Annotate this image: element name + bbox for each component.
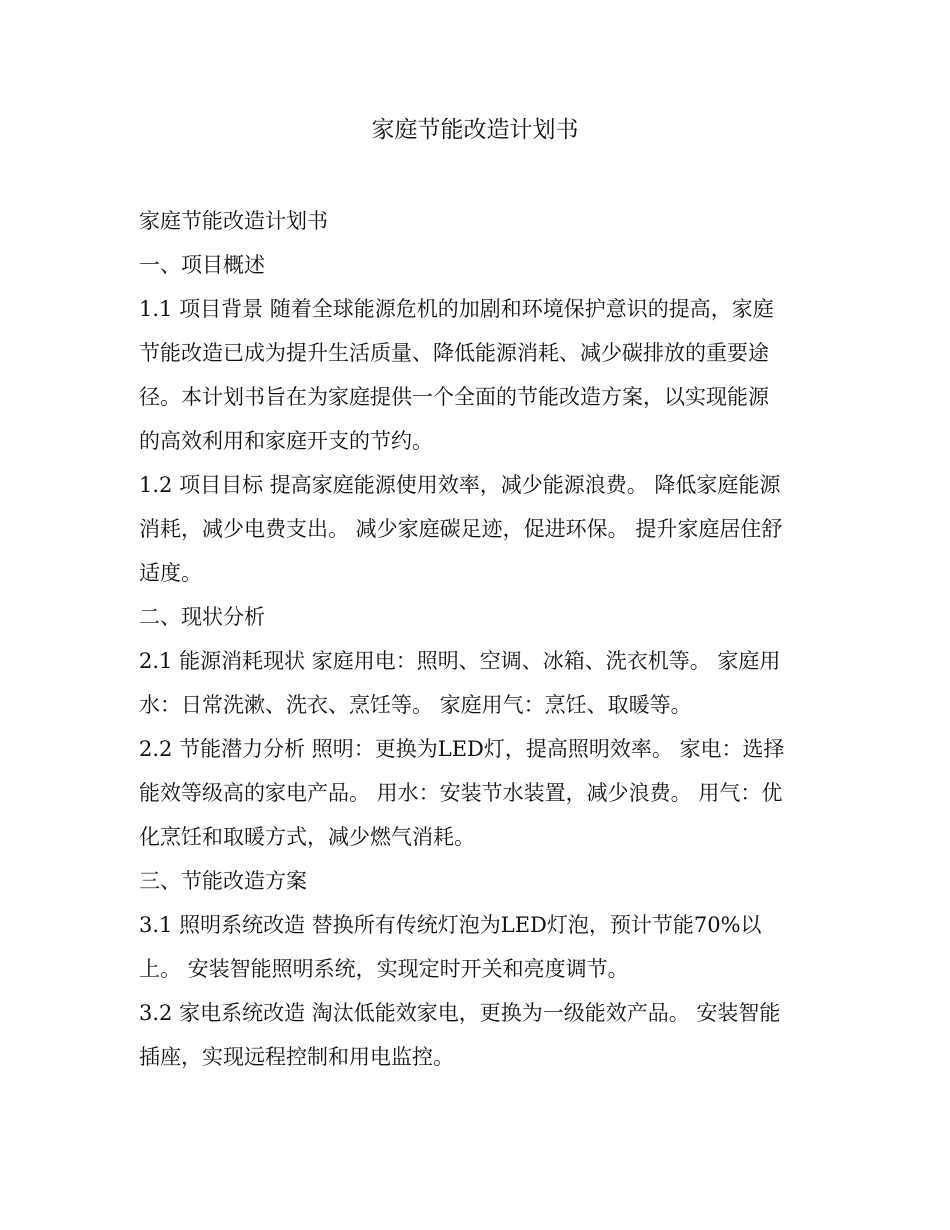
text-line: 节能改造已成为提升生活质量、降低能源消耗、减少碳排放的重要途 (139, 341, 769, 365)
paragraph-1-1 (139, 287, 807, 463)
text-line: 化烹饪和取暖方式，减少燃气消耗。 (139, 825, 475, 849)
text-line: 插座，实现远程控制和用电监控。 (139, 1045, 454, 1069)
section-heading-1 (139, 243, 807, 287)
paragraph-2-2 (139, 727, 807, 859)
text-line: 上。 安装智能照明系统，实现定时开关和亮度调节。 (139, 957, 629, 981)
text-line: 一、项目概述 (139, 253, 265, 277)
text-line: 二、现状分析 (139, 605, 265, 629)
text-line: 家庭节能改造计划书 (139, 209, 328, 233)
section-heading-3 (139, 859, 807, 903)
text-line: 2.2 节能潜力分析 照明：更换为LED灯，提高照明效率。 家电：选择 (139, 737, 785, 761)
text-line: 水：日常洗漱、洗衣、烹饪等。 家庭用气：烹饪、取暖等。 (139, 693, 692, 717)
document-body (139, 199, 807, 1079)
paragraph-heading (139, 199, 807, 243)
text-line: 径。本计划书旨在为家庭提供一个全面的节能改造方案，以实现能源 (139, 385, 769, 409)
text-line: 3.1 照明系统改造 替换所有传统灯泡为LED灯泡，预计节能70%以 (139, 913, 762, 937)
text-line: 三、节能改造方案 (139, 869, 307, 893)
paragraph-1-2 (139, 463, 807, 595)
text-line: 的高效利用和家庭开支的节约。 (139, 429, 433, 453)
text-line: 适度。 (139, 561, 202, 585)
text-line: 2.1 能源消耗现状 家庭用电：照明、空调、冰箱、洗衣机等。 家庭用 (139, 649, 781, 673)
text-line: 1.2 项目目标 提高家庭能源使用效率，减少能源浪费。 降低家庭能源 (139, 473, 781, 497)
section-heading-2 (139, 595, 807, 639)
paragraph-2-1 (139, 639, 807, 727)
paragraph-3-1 (139, 903, 807, 991)
text-line: 消耗，减少电费支出。 减少家庭碳足迹，促进环保。 提升家庭居住舒 (139, 517, 783, 541)
text-line: 能效等级高的家电产品。 用水：安装节水装置，减少浪费。 用气：优 (139, 781, 783, 805)
paragraph-3-2 (139, 991, 807, 1079)
text-line: 1.1 项目背景 随着全球能源危机的加剧和环境保护意识的提高，家庭 (139, 297, 774, 321)
text-line: 3.2 家电系统改造 淘汰低能效家电，更换为一级能效产品。 安装智能 (139, 1001, 781, 1025)
document-title: 家庭节能改造计划书 (371, 117, 579, 143)
